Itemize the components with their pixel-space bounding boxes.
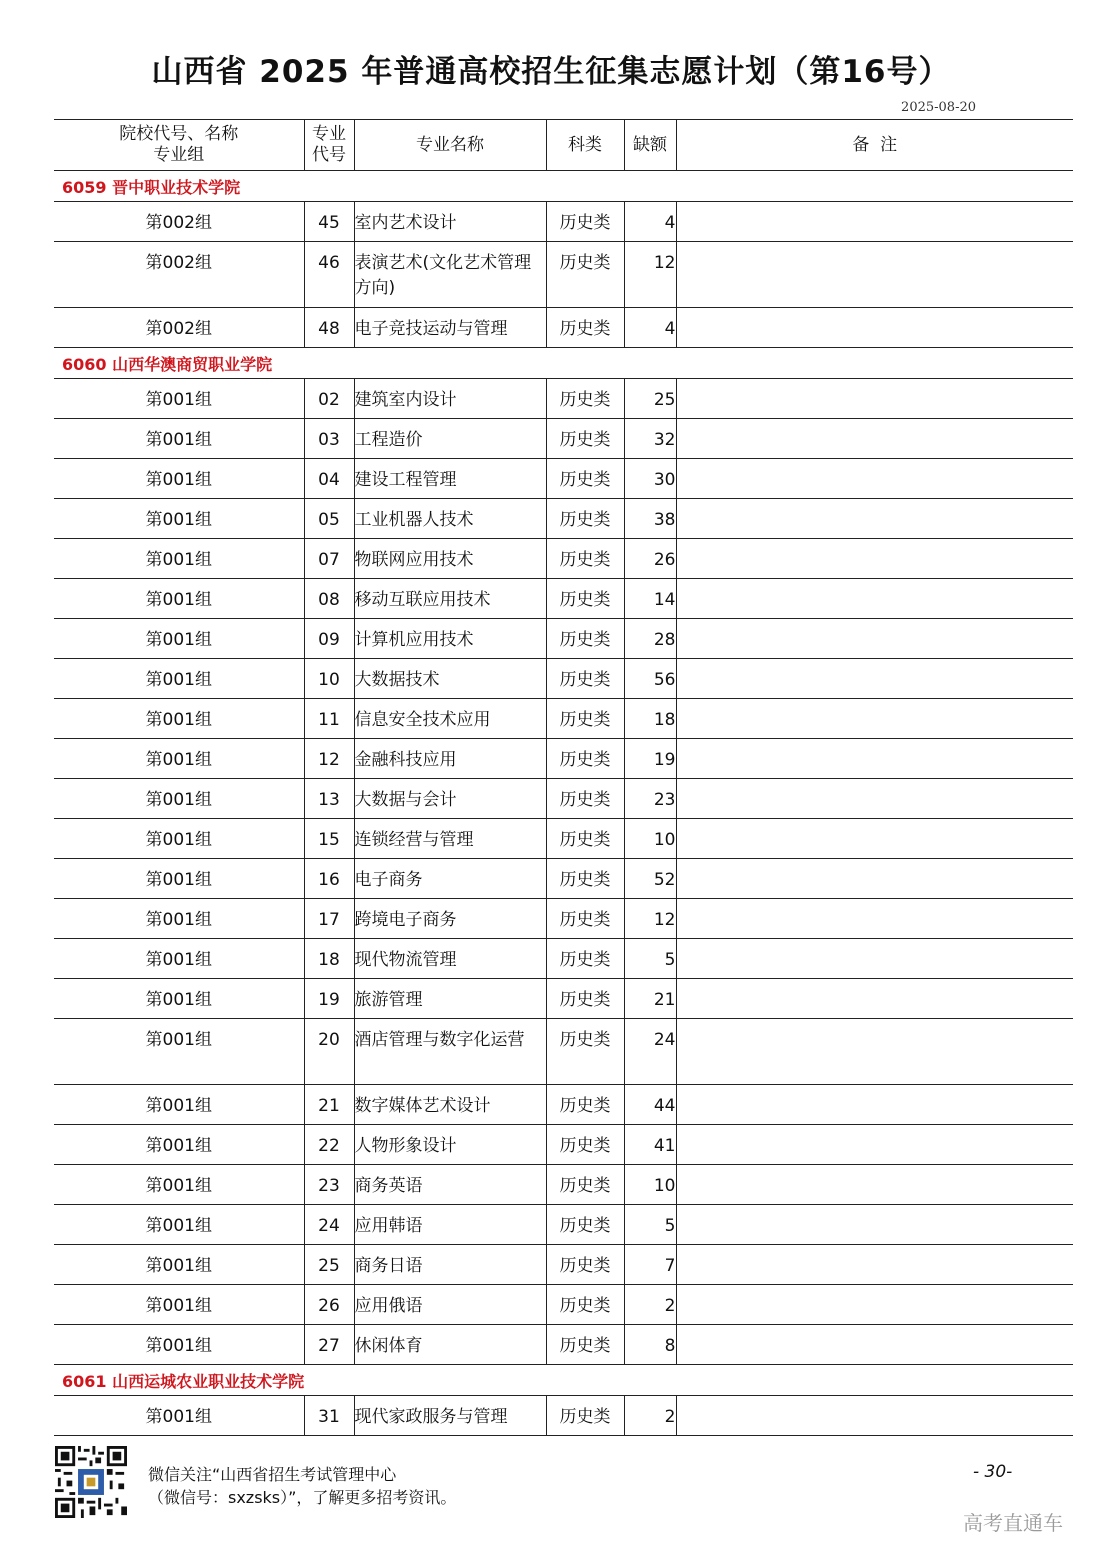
header-group bbox=[54, 120, 304, 171]
cell-group: 第001组 bbox=[54, 379, 304, 419]
header-group-label: 院校代号、名称 专业组 bbox=[119, 124, 239, 165]
cell-category: 历史类 bbox=[546, 459, 624, 499]
cell-category: 历史类 bbox=[546, 1205, 624, 1245]
cell-code: 04 bbox=[304, 459, 354, 499]
cell-major: 商务日语 bbox=[354, 1245, 546, 1285]
cell-group: 第001组 bbox=[54, 939, 304, 979]
cell-group: 第001组 bbox=[54, 539, 304, 579]
table-body bbox=[54, 171, 1073, 1436]
cell-category: 历史类 bbox=[546, 242, 624, 308]
cell-quota: 10 bbox=[624, 819, 676, 859]
cell-code: 46 bbox=[304, 242, 354, 308]
header-note: 备 注 bbox=[676, 120, 1073, 171]
cell-note bbox=[676, 1325, 1073, 1365]
cell-category: 历史类 bbox=[546, 699, 624, 739]
table-row bbox=[54, 1085, 1073, 1125]
table-row bbox=[54, 242, 1073, 308]
cell-code: 48 bbox=[304, 308, 354, 348]
cell-group: 第001组 bbox=[54, 859, 304, 899]
cell-note bbox=[676, 419, 1073, 459]
cell-code: 08 bbox=[304, 579, 354, 619]
cell-group: 第001组 bbox=[54, 619, 304, 659]
cell-category: 历史类 bbox=[546, 1125, 624, 1165]
cell-major: 工业机器人技术 bbox=[354, 499, 546, 539]
cell-group: 第001组 bbox=[54, 819, 304, 859]
cell-quota: 41 bbox=[624, 1125, 676, 1165]
school-name: 6061 山西运城农业职业技术学院 bbox=[54, 1365, 1073, 1396]
page-title: 山西省 2025 年普通高校招生征集志愿计划（第16号） bbox=[151, 54, 951, 90]
table-row bbox=[54, 1325, 1073, 1365]
cell-note bbox=[676, 1165, 1073, 1205]
cell-quota: 25 bbox=[624, 379, 676, 419]
cell-note bbox=[676, 779, 1073, 819]
cell-note bbox=[676, 1285, 1073, 1325]
table-row bbox=[54, 308, 1073, 348]
table-row bbox=[54, 419, 1073, 459]
cell-quota: 8 bbox=[624, 1325, 676, 1365]
header-code bbox=[304, 120, 354, 171]
school-row bbox=[54, 171, 1073, 202]
table-row bbox=[54, 1396, 1073, 1436]
table-row bbox=[54, 779, 1073, 819]
cell-category: 历史类 bbox=[546, 1085, 624, 1125]
cell-category: 历史类 bbox=[546, 579, 624, 619]
watermark: 高考直通车 bbox=[963, 1511, 1063, 1535]
cell-category: 历史类 bbox=[546, 979, 624, 1019]
table-row bbox=[54, 539, 1073, 579]
cell-category: 历史类 bbox=[546, 419, 624, 459]
header-category: 科类 bbox=[546, 120, 624, 171]
table-row bbox=[54, 459, 1073, 499]
cell-note bbox=[676, 1085, 1073, 1125]
cell-code: 22 bbox=[304, 1125, 354, 1165]
cell-note bbox=[676, 1245, 1073, 1285]
cell-category: 历史类 bbox=[546, 1396, 624, 1436]
table-row bbox=[54, 619, 1073, 659]
cell-category: 历史类 bbox=[546, 308, 624, 348]
header-quota: 缺额 bbox=[624, 120, 676, 171]
cell-major: 现代物流管理 bbox=[354, 939, 546, 979]
cell-group: 第001组 bbox=[54, 1085, 304, 1125]
cell-note bbox=[676, 699, 1073, 739]
cell-major: 大数据与会计 bbox=[354, 779, 546, 819]
cell-group: 第001组 bbox=[54, 899, 304, 939]
header-code-label: 专业 代号 bbox=[312, 124, 346, 165]
table-row bbox=[54, 819, 1073, 859]
cell-group: 第001组 bbox=[54, 779, 304, 819]
cell-code: 24 bbox=[304, 1205, 354, 1245]
school-name: 6060 山西华澳商贸职业学院 bbox=[54, 348, 1073, 379]
cell-code: 21 bbox=[304, 1085, 354, 1125]
school-row bbox=[54, 348, 1073, 379]
table-row bbox=[54, 1165, 1073, 1205]
cell-category: 历史类 bbox=[546, 739, 624, 779]
cell-note bbox=[676, 619, 1073, 659]
cell-code: 19 bbox=[304, 979, 354, 1019]
cell-note bbox=[676, 939, 1073, 979]
cell-group: 第001组 bbox=[54, 1125, 304, 1165]
cell-major: 工程造价 bbox=[354, 419, 546, 459]
cell-note bbox=[676, 739, 1073, 779]
cell-category: 历史类 bbox=[546, 1285, 624, 1325]
cell-quota: 2 bbox=[624, 1396, 676, 1436]
cell-group: 第002组 bbox=[54, 202, 304, 242]
table-row bbox=[54, 379, 1073, 419]
cell-quota: 12 bbox=[624, 242, 676, 308]
cell-category: 历史类 bbox=[546, 1325, 624, 1365]
cell-quota: 21 bbox=[624, 979, 676, 1019]
cell-major: 室内艺术设计 bbox=[354, 202, 546, 242]
cell-category: 历史类 bbox=[546, 779, 624, 819]
table-row bbox=[54, 859, 1073, 899]
cell-code: 20 bbox=[304, 1019, 354, 1085]
cell-group: 第001组 bbox=[54, 1396, 304, 1436]
cell-code: 02 bbox=[304, 379, 354, 419]
cell-major: 应用韩语 bbox=[354, 1205, 546, 1245]
cell-quota: 38 bbox=[624, 499, 676, 539]
cell-category: 历史类 bbox=[546, 859, 624, 899]
cell-quota: 44 bbox=[624, 1085, 676, 1125]
cell-note bbox=[676, 579, 1073, 619]
plan-table bbox=[54, 119, 1073, 1436]
cell-group: 第001组 bbox=[54, 1019, 304, 1085]
cell-note bbox=[676, 979, 1073, 1019]
cell-note bbox=[676, 659, 1073, 699]
cell-group: 第001组 bbox=[54, 1205, 304, 1245]
table-row bbox=[54, 202, 1073, 242]
cell-major: 数字媒体艺术设计 bbox=[354, 1085, 546, 1125]
cell-note bbox=[676, 539, 1073, 579]
cell-note bbox=[676, 1125, 1073, 1165]
cell-quota: 5 bbox=[624, 1205, 676, 1245]
cell-code: 13 bbox=[304, 779, 354, 819]
cell-group: 第001组 bbox=[54, 979, 304, 1019]
cell-quota: 19 bbox=[624, 739, 676, 779]
cell-note bbox=[676, 308, 1073, 348]
cell-major: 旅游管理 bbox=[354, 979, 546, 1019]
cell-category: 历史类 bbox=[546, 619, 624, 659]
cell-category: 历史类 bbox=[546, 1019, 624, 1085]
cell-category: 历史类 bbox=[546, 1245, 624, 1285]
cell-code: 10 bbox=[304, 659, 354, 699]
cell-category: 历史类 bbox=[546, 539, 624, 579]
table-row bbox=[54, 979, 1073, 1019]
table-row bbox=[54, 1245, 1073, 1285]
cell-code: 18 bbox=[304, 939, 354, 979]
cell-major: 建设工程管理 bbox=[354, 459, 546, 499]
school-row bbox=[54, 1365, 1073, 1396]
cell-category: 历史类 bbox=[546, 379, 624, 419]
cell-note bbox=[676, 202, 1073, 242]
cell-quota: 5 bbox=[624, 939, 676, 979]
cell-major: 建筑室内设计 bbox=[354, 379, 546, 419]
cell-note bbox=[676, 379, 1073, 419]
cell-note bbox=[676, 1019, 1073, 1085]
cell-major: 大数据技术 bbox=[354, 659, 546, 699]
table-row bbox=[54, 739, 1073, 779]
cell-quota: 2 bbox=[624, 1285, 676, 1325]
cell-note bbox=[676, 899, 1073, 939]
cell-note bbox=[676, 819, 1073, 859]
table-row bbox=[54, 1125, 1073, 1165]
cell-note bbox=[676, 459, 1073, 499]
cell-quota: 4 bbox=[624, 308, 676, 348]
cell-major: 计算机应用技术 bbox=[354, 619, 546, 659]
cell-quota: 24 bbox=[624, 1019, 676, 1085]
table-row bbox=[54, 659, 1073, 699]
publish-date: 2025-08-20 bbox=[901, 100, 976, 115]
cell-major: 跨境电子商务 bbox=[354, 899, 546, 939]
cell-major: 表演艺术(文化艺术管理方向) bbox=[354, 242, 546, 308]
cell-major: 金融科技应用 bbox=[354, 739, 546, 779]
qr-code-icon bbox=[55, 1446, 127, 1518]
cell-group: 第001组 bbox=[54, 1285, 304, 1325]
cell-major: 商务英语 bbox=[354, 1165, 546, 1205]
cell-category: 历史类 bbox=[546, 899, 624, 939]
cell-group: 第001组 bbox=[54, 739, 304, 779]
cell-major: 电子竞技运动与管理 bbox=[354, 308, 546, 348]
cell-major: 物联网应用技术 bbox=[354, 539, 546, 579]
cell-code: 27 bbox=[304, 1325, 354, 1365]
cell-note bbox=[676, 1396, 1073, 1436]
cell-quota: 23 bbox=[624, 779, 676, 819]
cell-code: 07 bbox=[304, 539, 354, 579]
cell-category: 历史类 bbox=[546, 202, 624, 242]
cell-code: 26 bbox=[304, 1285, 354, 1325]
footer-line-2: （微信号：sxzsks）”，了解更多招考资讯。 bbox=[148, 1488, 457, 1507]
table-row bbox=[54, 939, 1073, 979]
cell-major: 休闲体育 bbox=[354, 1325, 546, 1365]
cell-note bbox=[676, 242, 1073, 308]
cell-category: 历史类 bbox=[546, 939, 624, 979]
school-name: 6059 晋中职业技术学院 bbox=[54, 171, 1073, 202]
cell-group: 第001组 bbox=[54, 579, 304, 619]
cell-quota: 28 bbox=[624, 619, 676, 659]
cell-major: 酒店管理与数字化运营 bbox=[354, 1019, 546, 1085]
cell-group: 第002组 bbox=[54, 242, 304, 308]
cell-quota: 56 bbox=[624, 659, 676, 699]
table-row bbox=[54, 579, 1073, 619]
header-major: 专业名称 bbox=[354, 120, 546, 171]
cell-quota: 30 bbox=[624, 459, 676, 499]
cell-quota: 26 bbox=[624, 539, 676, 579]
table-header-row bbox=[54, 120, 1073, 171]
cell-note bbox=[676, 859, 1073, 899]
cell-group: 第002组 bbox=[54, 308, 304, 348]
cell-quota: 18 bbox=[624, 699, 676, 739]
cell-quota: 7 bbox=[624, 1245, 676, 1285]
cell-major: 人物形象设计 bbox=[354, 1125, 546, 1165]
cell-code: 12 bbox=[304, 739, 354, 779]
cell-quota: 4 bbox=[624, 202, 676, 242]
cell-quota: 10 bbox=[624, 1165, 676, 1205]
cell-category: 历史类 bbox=[546, 499, 624, 539]
footer-line-1: 微信关注“山西省招生考试管理中心 bbox=[148, 1465, 397, 1484]
cell-code: 25 bbox=[304, 1245, 354, 1285]
cell-major: 连锁经营与管理 bbox=[354, 819, 546, 859]
table-row bbox=[54, 899, 1073, 939]
cell-code: 11 bbox=[304, 699, 354, 739]
cell-quota: 12 bbox=[624, 899, 676, 939]
cell-code: 05 bbox=[304, 499, 354, 539]
cell-quota: 32 bbox=[624, 419, 676, 459]
cell-group: 第001组 bbox=[54, 499, 304, 539]
cell-code: 03 bbox=[304, 419, 354, 459]
cell-group: 第001组 bbox=[54, 419, 304, 459]
cell-code: 23 bbox=[304, 1165, 354, 1205]
cell-note bbox=[676, 499, 1073, 539]
cell-code: 09 bbox=[304, 619, 354, 659]
cell-group: 第001组 bbox=[54, 1165, 304, 1205]
table-row bbox=[54, 1205, 1073, 1245]
cell-code: 16 bbox=[304, 859, 354, 899]
cell-category: 历史类 bbox=[546, 819, 624, 859]
table-row bbox=[54, 699, 1073, 739]
cell-quota: 52 bbox=[624, 859, 676, 899]
page-number: - 30- bbox=[973, 1462, 1013, 1482]
cell-major: 应用俄语 bbox=[354, 1285, 546, 1325]
cell-group: 第001组 bbox=[54, 659, 304, 699]
cell-code: 31 bbox=[304, 1396, 354, 1436]
cell-group: 第001组 bbox=[54, 459, 304, 499]
cell-category: 历史类 bbox=[546, 659, 624, 699]
cell-category: 历史类 bbox=[546, 1165, 624, 1205]
cell-code: 45 bbox=[304, 202, 354, 242]
cell-major: 电子商务 bbox=[354, 859, 546, 899]
cell-group: 第001组 bbox=[54, 1325, 304, 1365]
cell-code: 15 bbox=[304, 819, 354, 859]
cell-note bbox=[676, 1205, 1073, 1245]
cell-major: 移动互联应用技术 bbox=[354, 579, 546, 619]
cell-major: 现代家政服务与管理 bbox=[354, 1396, 546, 1436]
cell-group: 第001组 bbox=[54, 1245, 304, 1285]
table-row bbox=[54, 1019, 1073, 1085]
cell-code: 17 bbox=[304, 899, 354, 939]
cell-major: 信息安全技术应用 bbox=[354, 699, 546, 739]
cell-quota: 14 bbox=[624, 579, 676, 619]
table-row bbox=[54, 1285, 1073, 1325]
table-row bbox=[54, 499, 1073, 539]
cell-group: 第001组 bbox=[54, 699, 304, 739]
